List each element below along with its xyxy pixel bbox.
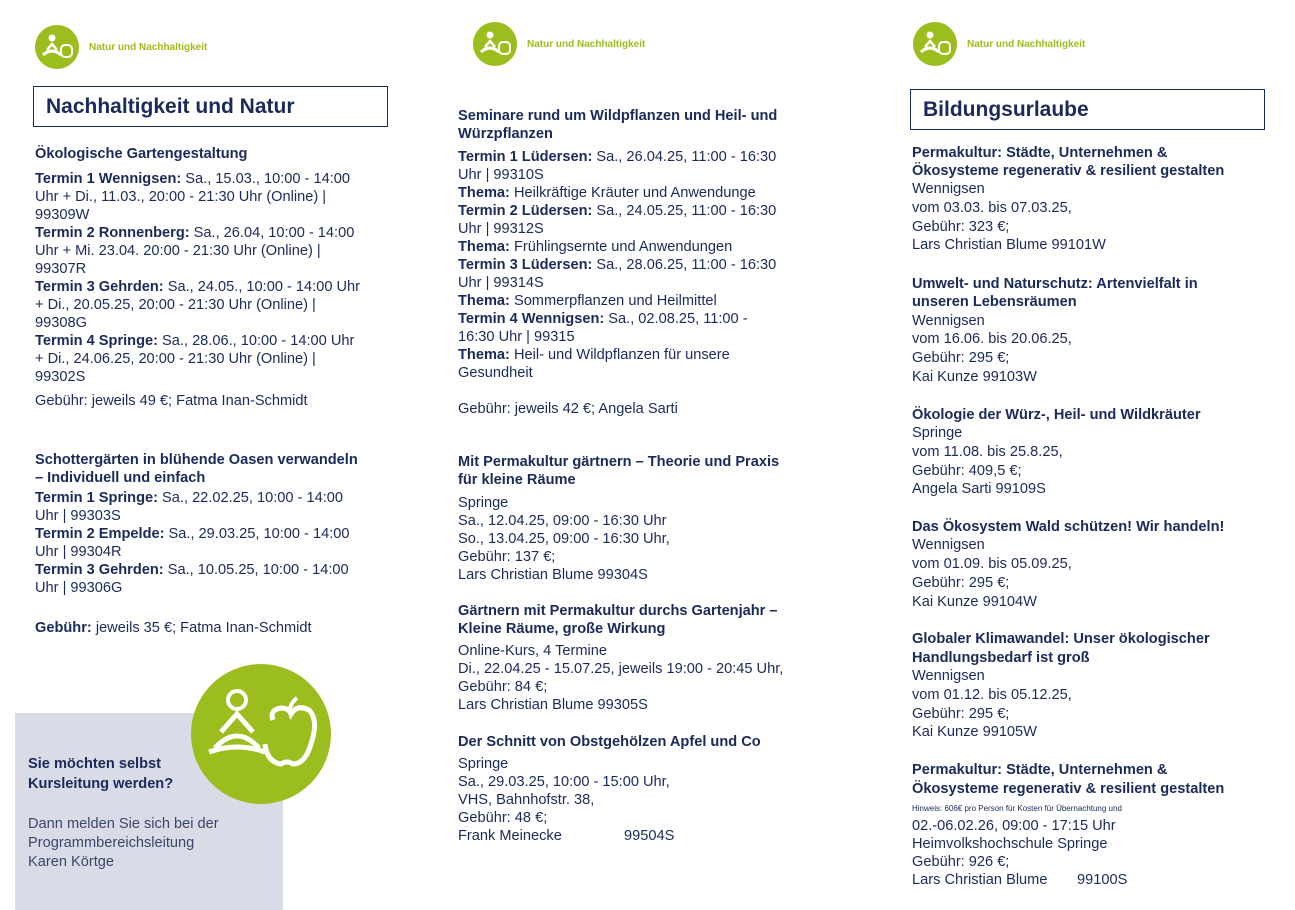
- course-topic: Thema: Heilkräftige Kräuter und Anwendunge: [458, 185, 756, 201]
- course-instructor: Frank Meinecke: [458, 828, 562, 844]
- course-line: So., 13.04.25, 09:00 - 16:30 Uhr,: [458, 531, 670, 547]
- course-topic: Thema: Sommerpflanzen und Heilmittel: [458, 293, 717, 309]
- course-line: Springe: [458, 756, 509, 772]
- section-title-box: [910, 89, 1265, 130]
- course-title: für kleine Räume: [458, 472, 576, 488]
- course-code: 99309W: [35, 207, 90, 223]
- course-line: vom 01.09. bis 05.09.25,: [912, 556, 1072, 572]
- course-title: Würzpflanzen: [458, 126, 553, 142]
- course-line: VHS, Bahnhofstr. 38,: [458, 792, 595, 808]
- course-title: Permakultur: Städte, Unternehmen &: [912, 762, 1168, 778]
- course-line: Termin 1 Wennigsen: Sa., 15.03., 10:00 - 14:00: [35, 171, 350, 187]
- course-code: Kai Kunze 99104W: [912, 594, 1037, 610]
- section-logo: [473, 22, 645, 66]
- course-code: Kai Kunze 99105W: [912, 724, 1037, 740]
- course-note: Hinweis: 606€ pro Person für Kosten für Übernachtung und: [912, 804, 1122, 813]
- logo-label: Natur und Nachhaltigkeit: [527, 38, 646, 50]
- course-title: Ökosysteme regenerativ & resilient gestalten: [912, 163, 1225, 179]
- course-code: Lars Christian Blume 99305S: [458, 697, 648, 713]
- course-line: + Di., 20.05.25, 20:00 - 21:30 Uhr (Online) |: [35, 297, 316, 313]
- course-line: Uhr + Di., 11.03., 20:00 - 21:30 Uhr (Online) |: [35, 189, 327, 205]
- course-topic: Gesundheit: [458, 365, 533, 381]
- course-code: 99302S: [35, 369, 86, 385]
- course-code: 99308G: [35, 315, 87, 331]
- course-fee: Gebühr: 295 €;: [912, 575, 1010, 591]
- course-line: + Di., 24.06.25, 20:00 - 21:30 Uhr (Online) |: [35, 351, 316, 367]
- course-line: Springe: [912, 425, 963, 441]
- course-line: Termin 1 Springe: Sa., 22.02.25, 10:00 - 14:00: [35, 490, 343, 506]
- course-fee: Gebühr: jeweils 42 €; Angela Sarti: [458, 401, 678, 417]
- cta-text: Karen Körtge: [28, 854, 114, 870]
- course-code: Lars Christian Blume 99101W: [912, 237, 1106, 253]
- course-line: Uhr | 99304R: [35, 544, 122, 560]
- course-line: Wennigsen: [912, 668, 985, 684]
- course-fee: Gebühr: 84 €;: [458, 679, 548, 695]
- course-line: vom 11.08. bis 25.8.25,: [912, 444, 1063, 460]
- course-line: Uhr | 99312S: [458, 221, 544, 237]
- course-topic: Thema: Frühlingsernte und Anwendungen: [458, 239, 733, 255]
- course-line: Wennigsen: [912, 313, 985, 329]
- course-title: – Individuell und einfach: [35, 470, 206, 486]
- course-title: unseren Lebensräumen: [912, 294, 1077, 310]
- course-fee: Gebühr: jeweils 35 €; Fatma Inan-Schmidt: [35, 620, 312, 636]
- cta-question: Sie möchten selbst: [28, 756, 162, 772]
- course-fee: Gebühr: 48 €;: [458, 810, 548, 826]
- meditation-apple-icon: [473, 22, 517, 66]
- meditation-apple-icon: [35, 25, 79, 69]
- section-title: Nachhaltigkeit und Natur: [46, 95, 295, 118]
- course-line: Termin 3 Lüdersen: Sa., 28.06.25, 11:00 - 16:30: [458, 257, 777, 273]
- course-fee: Gebühr: 409,5 €;: [912, 463, 1022, 479]
- course-line: Online-Kurs, 4 Termine: [458, 643, 607, 659]
- course-code: 99307R: [35, 261, 87, 277]
- course-line: Wennigsen: [912, 537, 985, 553]
- course-code: 99504S: [624, 828, 675, 844]
- course-line: Wennigsen: [912, 181, 985, 197]
- cta-text: Dann melden Sie sich bei der: [28, 816, 219, 832]
- course-title: Globaler Klimawandel: Unser ökologischer: [912, 631, 1210, 647]
- course-line: Uhr | 99314S: [458, 275, 544, 291]
- course-line: 02.-06.02.26, 09:00 - 17:15 Uhr: [912, 818, 1116, 834]
- course-title: Der Schnitt von Obstgehölzen Apfel und Co: [458, 734, 761, 750]
- course-fee: Gebühr: 323 €;: [912, 219, 1010, 235]
- course-line: Uhr | 99310S: [458, 167, 544, 183]
- course-title: Umwelt- und Naturschutz: Artenvielfalt in: [912, 276, 1198, 292]
- course-topic: Thema: Heil- und Wildpflanzen für unsere: [458, 347, 730, 363]
- course-title: Permakultur: Städte, Unternehmen &: [912, 145, 1168, 161]
- course-title: Ökologische Gartengestaltung: [35, 146, 248, 162]
- meditation-apple-icon: [913, 22, 957, 66]
- course-fee: Gebühr: 926 €;: [912, 854, 1010, 870]
- course-title: Handlungsbedarf ist groß: [912, 650, 1090, 666]
- course-code: Lars Christian Blume 99304S: [458, 567, 648, 583]
- course-line: Termin 4 Springe: Sa., 28.06., 10:00 - 14:00 Uhr: [35, 333, 355, 349]
- course-code: 99100S: [1077, 872, 1128, 888]
- course-title: Seminare rund um Wildpflanzen und Heil- und: [458, 108, 778, 124]
- section-logo: [35, 25, 207, 69]
- course-line: Uhr | 99303S: [35, 508, 121, 524]
- course-title: Gärtnern mit Permakultur durchs Gartenjahr –: [458, 603, 778, 619]
- cta-text: Programmbereichsleitung: [28, 835, 195, 851]
- course-code: Angela Sarti 99109S: [912, 481, 1046, 497]
- course-title: Das Ökosystem Wald schützen! Wir handeln!: [912, 519, 1225, 535]
- course-line: Termin 3 Gehrden: Sa., 10.05.25, 10:00 - 14:00: [35, 562, 349, 578]
- course-line: vom 16.06. bis 20.06.25,: [912, 331, 1072, 347]
- course-line: 16:30 Uhr | 99315: [458, 329, 575, 345]
- course-line: Sa., 29.03.25, 10:00 - 15:00 Uhr,: [458, 774, 670, 790]
- logo-label: Natur und Nachhaltigkeit: [89, 41, 208, 53]
- course-title: Mit Permakultur gärtnern – Theorie und Praxis: [458, 454, 780, 470]
- course-code: Kai Kunze 99103W: [912, 369, 1037, 385]
- course-line: Heimvolkshochschule Springe: [912, 836, 1108, 852]
- course-instructor: Lars Christian Blume: [912, 872, 1048, 888]
- course-line: Springe: [458, 495, 509, 511]
- section-logo: [913, 22, 1085, 66]
- course-title: Ökologie der Würz-, Heil- und Wildkräuter: [912, 407, 1201, 423]
- meditation-apple-illustration: [191, 664, 331, 804]
- course-fee: Gebühr: jeweils 49 €; Fatma Inan-Schmidt: [35, 393, 308, 409]
- course-line: Sa., 12.04.25, 09:00 - 16:30 Uhr: [458, 513, 667, 529]
- section-title-box: [33, 86, 388, 127]
- course-line: Termin 3 Gehrden: Sa., 24.05., 10:00 - 14:00 Uhr: [35, 279, 361, 295]
- course-fee: Gebühr: 295 €;: [912, 706, 1010, 722]
- section-title: Bildungsurlaube: [923, 98, 1089, 121]
- cta-question: Kursleitung werden?: [28, 776, 174, 792]
- course-line: Termin 2 Lüdersen: Sa., 24.05.25, 11:00 - 16:30: [458, 203, 777, 219]
- course-line: Termin 2 Ronnenberg: Sa., 26.04, 10:00 - 14:00: [35, 225, 355, 241]
- course-title: Kleine Räume, große Wirkung: [458, 621, 666, 637]
- course-line: vom 01.12. bis 05.12.25,: [912, 687, 1072, 703]
- course-title: Ökosysteme regenerativ & resilient gestalten: [912, 781, 1225, 797]
- course-line: Di., 22.04.25 - 15.07.25, jeweils 19:00 - 20:45 Uhr,: [458, 661, 784, 677]
- logo-label: Natur und Nachhaltigkeit: [967, 38, 1086, 50]
- course-line: Termin 1 Lüdersen: Sa., 26.04.25, 11:00 - 16:30: [458, 149, 777, 165]
- course-line: Termin 2 Empelde: Sa., 29.03.25, 10:00 - 14:00: [35, 526, 350, 542]
- course-line: Uhr + Mi. 23.04. 20:00 - 21:30 Uhr (Online) |: [35, 243, 321, 259]
- course-title: Schottergärten in blühende Oasen verwandeln: [35, 452, 358, 468]
- course-fee: Gebühr: 137 €;: [458, 549, 556, 565]
- course-line: vom 03.03. bis 07.03.25,: [912, 200, 1072, 216]
- course-line: Uhr | 99306G: [35, 580, 123, 596]
- course-fee: Gebühr: 295 €;: [912, 350, 1010, 366]
- course-line: Termin 4 Wennigsen: Sa., 02.08.25, 11:00 -: [458, 311, 748, 327]
